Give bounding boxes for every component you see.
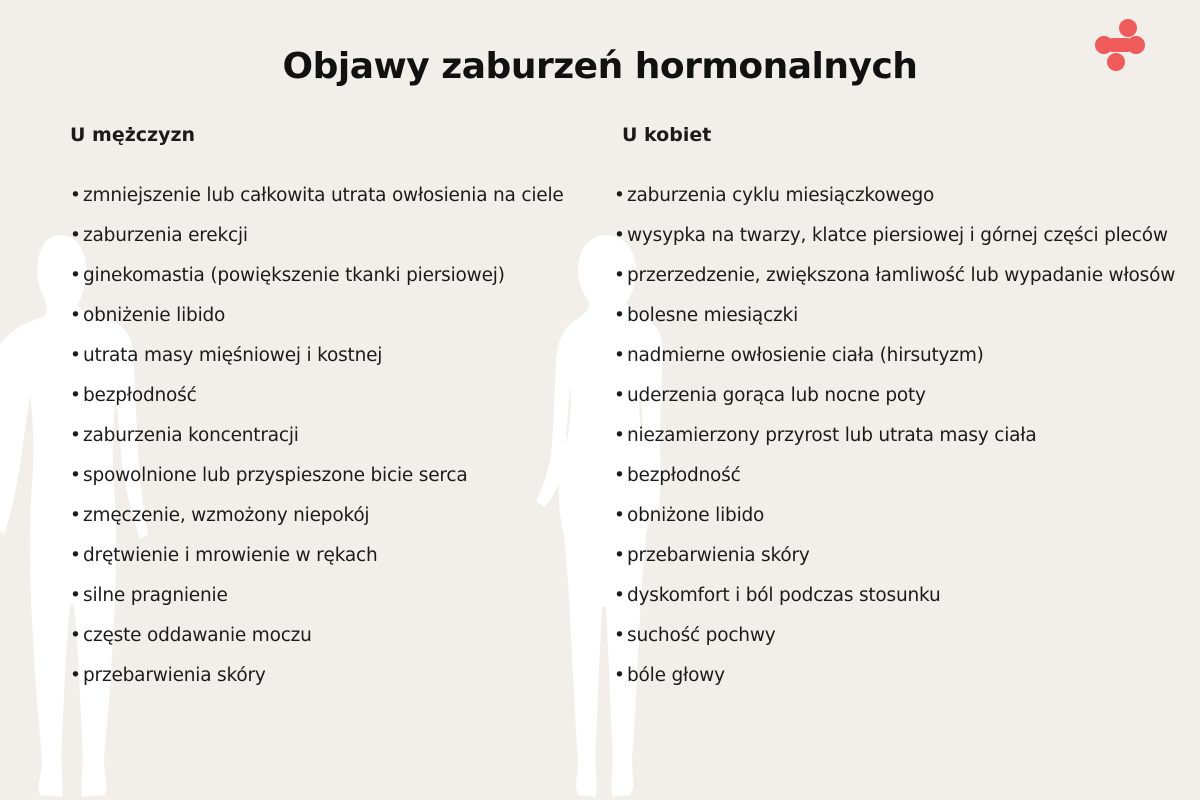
list-item: • zaburzenia cyklu miesiączkowego	[614, 176, 1175, 216]
list-item: • ginekomastia (powiększenie tkanki piersiowej)	[70, 256, 564, 296]
bullet-icon: •	[70, 265, 81, 286]
bullet-icon: •	[70, 385, 81, 406]
list-item: • niezamierzony przyrost lub utrata masy ciała	[614, 416, 1175, 456]
list-item: • obniżenie libido	[70, 296, 564, 336]
bullet-icon: •	[614, 425, 625, 446]
list-item: • silne pragnienie	[70, 576, 564, 616]
bullet-icon: •	[70, 225, 81, 246]
list-item: • przerzedzenie, zwiększona łamliwość lub wypadanie włosów	[614, 256, 1175, 296]
bullet-icon: •	[70, 305, 81, 326]
list-item: • zmęczenie, wzmożony niepokój	[70, 496, 564, 536]
page-title: Objawy zaburzeń hormonalnych	[282, 46, 918, 88]
list-item: • uderzenia gorąca lub nocne poty	[614, 376, 1175, 416]
bullet-icon: •	[614, 305, 625, 326]
women-heading: U kobiet	[622, 124, 712, 146]
bullet-icon: •	[614, 665, 625, 686]
list-item: • zaburzenia koncentracji	[70, 416, 564, 456]
bullet-icon: •	[614, 265, 625, 286]
list-item: • przebarwienia skóry	[70, 656, 564, 696]
bullet-icon: •	[614, 545, 625, 566]
bullet-icon: •	[614, 505, 625, 526]
bullet-icon: •	[614, 625, 625, 646]
list-item: • drętwienie i mrowienie w rękach	[70, 536, 564, 576]
bullet-icon: •	[614, 585, 625, 606]
bullet-icon: •	[70, 185, 81, 206]
list-item: • obniżone libido	[614, 496, 1175, 536]
bullet-icon: •	[70, 585, 81, 606]
women-symptoms-column	[614, 124, 1176, 696]
list-item: • przebarwienia skóry	[614, 536, 1175, 576]
list-item: • wysypka na twarzy, klatce piersiowej i górnej części pleców	[614, 216, 1175, 256]
bullet-icon: •	[70, 545, 81, 566]
bullet-icon: •	[614, 385, 625, 406]
list-item: • bolesne miesiączki	[614, 296, 1175, 336]
bullet-icon: •	[70, 425, 81, 446]
bullet-icon: •	[614, 345, 625, 366]
pharmacy-logo-icon	[1092, 18, 1148, 72]
list-item: • zaburzenia erekcji	[70, 216, 564, 256]
list-item: • suchość pochwy	[614, 616, 1175, 656]
list-item: • zmniejszenie lub całkowita utrata owłosienia na ciele	[70, 176, 564, 216]
list-item: • bezpłodność	[614, 456, 1175, 496]
bullet-icon: •	[70, 625, 81, 646]
bullet-icon: •	[614, 185, 625, 206]
bullet-icon: •	[70, 465, 81, 486]
bullet-icon: •	[70, 505, 81, 526]
list-item: • bezpłodność	[70, 376, 564, 416]
men-symptoms-list	[70, 176, 564, 696]
list-item: • dyskomfort i ból podczas stosunku	[614, 576, 1175, 616]
men-heading: U mężczyzn	[70, 124, 196, 146]
list-item: • spowolnione lub przyspieszone bicie serca	[70, 456, 564, 496]
list-item: • bóle głowy	[614, 656, 1175, 696]
women-symptoms-list	[614, 176, 1175, 696]
bullet-icon: •	[70, 665, 81, 686]
men-symptoms-column	[70, 124, 564, 696]
bullet-icon: •	[70, 345, 81, 366]
bullet-icon: •	[614, 225, 625, 246]
list-item: • częste oddawanie moczu	[70, 616, 564, 656]
list-item: • utrata masy mięśniowej i kostnej	[70, 336, 564, 376]
bullet-icon: •	[614, 465, 625, 486]
list-item: • nadmierne owłosienie ciała (hirsutyzm)	[614, 336, 1175, 376]
